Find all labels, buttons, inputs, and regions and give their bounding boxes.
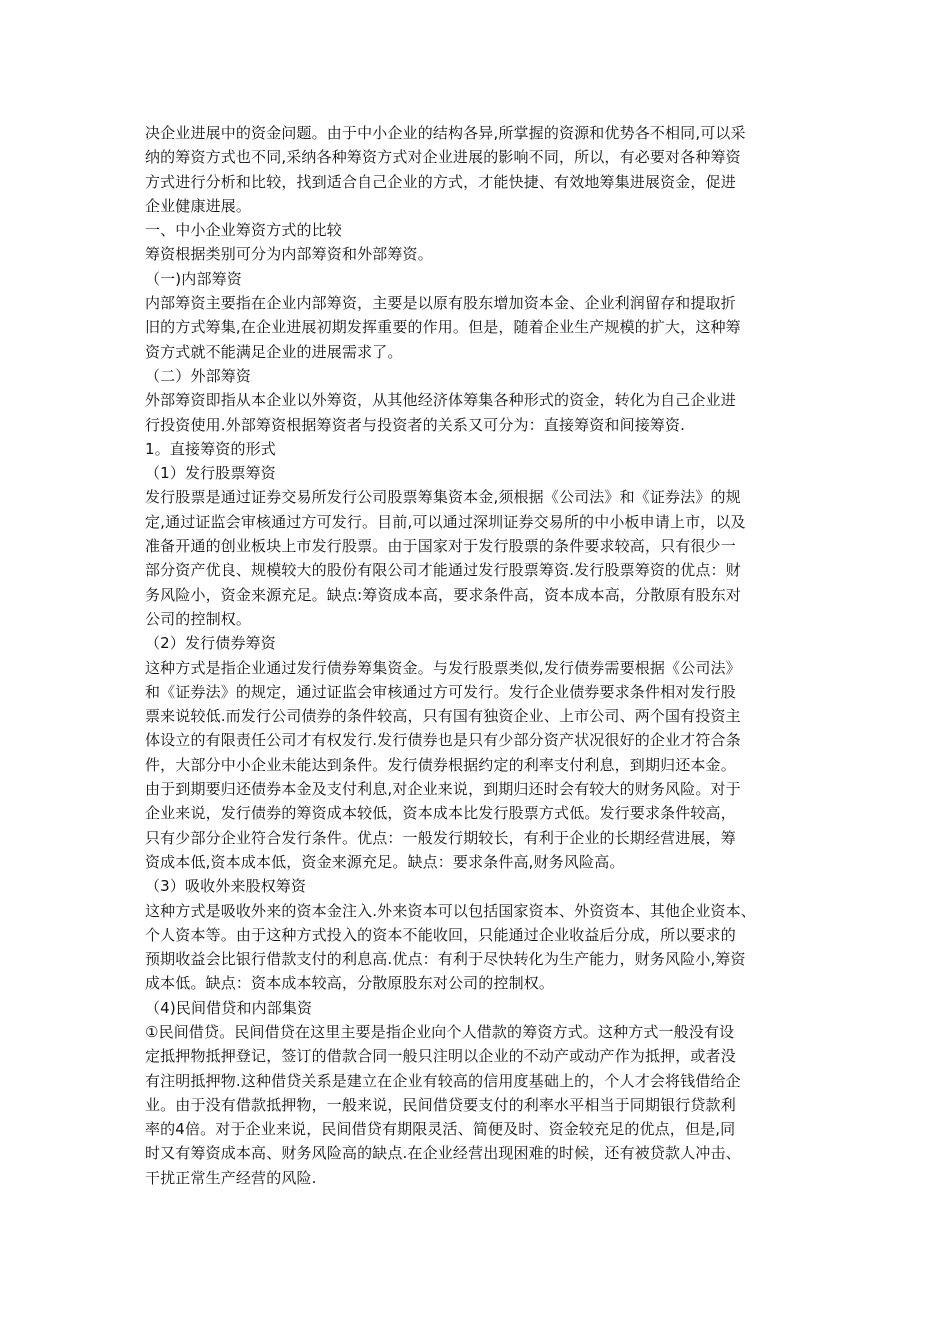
text-line: 由于到期要归还债券本金及支付利息,对企业来说，到期归还时会有较大的财务风险。对于 (145, 780, 741, 799)
text-line: 个人资本等。由于这种方式投入的资本不能收回，只能通过企业收益后分成，所以要求的 (145, 925, 736, 944)
document-body (145, 121, 825, 1190)
text-line: ①民间借贷。民间借贷在这里主要是指企业向个人借款的筹资方式。这种方式一般没有设 (145, 1022, 735, 1041)
text-line: 方式进行分析和比较，找到适合自己企业的方式，才能快捷、有效地筹集进展资金，促进 (145, 172, 736, 191)
text-line: 成本低。缺点：资本成本较高，分散原股东对公司的控制权。 (145, 974, 555, 993)
text-line: 行投资使用.外部筹资根据筹资者与投资者的关系又可分为：直接筹资和间接筹资. (145, 415, 686, 434)
text-line: 时又有筹资成本高、财务风险高的缺点.在企业经营出现困难的时候，还有被贷款人冲击、 (145, 1144, 741, 1163)
subsection-heading: （3）吸收外来股权筹资 (145, 877, 307, 896)
subsection-heading: （二）外部筹资 (145, 366, 252, 385)
text-line: 这种方式是吸收外来的资本金注入.外来资本可以包括国家资本、外资资本、其他企业资本、 (145, 901, 756, 920)
subsection-heading: （4)民间借贷和内部集资 (145, 998, 313, 1017)
text-line: 票来说较低.而发行公司债券的条件较高，只有国有独资企业、上市公司、两个国有投资主 (145, 707, 741, 726)
text-line: 业。由于没有借款抵押物，一般来说，民间借贷要支付的利率水平相当于同期银行贷款利 (145, 1095, 736, 1114)
text-line: 资成本低,资本成本低，资金来源充足。缺点：要求条件高,财务风险高。 (145, 852, 625, 871)
text-line: 企业健康进展。 (145, 196, 252, 215)
text-line: 筹资根据类别可分为内部筹资和外部筹资。 (145, 245, 433, 264)
subsection-heading: 1。直接筹资的形式 (145, 439, 276, 458)
text-line: 准备开通的创业板块上市发行股票。由于国家对于发行股票的条件要求较高，只有很少一 (145, 537, 736, 556)
subsection-heading: （1）发行股票筹资 (145, 464, 276, 483)
text-line: 决企业进展中的资金问题。由于中小企业的结构各异,所掌握的资源和优势各不相同,可以采 (145, 124, 746, 142)
text-line: 有注明抵押物.这种借贷关系是建立在企业有较高的信用度基础上的，个人才会将钱借给企 (145, 1071, 741, 1090)
subsection-heading: （2）发行债券筹资 (145, 634, 276, 653)
text-line: 外部筹资即指从本企业以外筹资，从其他经济体筹集各种形式的资金，转化为自己企业进 (145, 391, 736, 410)
text-line: 部分资产优良、规模较大的股份有限公司才能通过发行股票筹资.发行股票筹资的优点：财 (145, 561, 741, 580)
text-line: 和《证券法》的规定，通过证监会审核通过方可发行。发行企业债券要求条件相对发行股 (145, 682, 736, 701)
text-line: 纳的筹资方式也不同,采纳各种筹资方式对企业进展的影响不同，所以，有必要对各种筹资 (145, 148, 741, 167)
text-line: 定抵押物抵押登记，签订的借款合同一般只注明以企业的不动产或动产作为抵押，或者没 (145, 1047, 736, 1066)
text-line: 公司的控制权。 (145, 609, 252, 628)
text-line: 率的4倍。对于企业来说，民间借贷有期限灵活、简便及时、资金较充足的优点，但是,同 (145, 1120, 736, 1139)
subsection-heading: （一)内部筹资 (145, 269, 242, 288)
text-line: 定,通过证监会审核通过方可发行。目前,可以通过深圳证券交易所的中小板申请上市，以及 (145, 512, 746, 531)
section-heading: 一、中小企业筹资方式的比较 (145, 221, 342, 240)
text-line: 这种方式是指企业通过发行债券筹集资金。与发行股票类似,发行债券需要根据《公司法》 (145, 658, 741, 677)
text-line: 体设立的有限责任公司才有权发行.发行债券也是只有少部分资产状况很好的企业才符合条 (145, 731, 741, 750)
text-line: 发行股票是通过证券交易所发行公司股票筹集资本金,须根据《公司法》和《证券法》的规 (145, 488, 741, 507)
text-line: 企业来说，发行债券的筹资成本较低，资本成本比发行股票方式低。发行要求条件较高， (145, 804, 736, 823)
text-line: 资方式就不能满足企业的进展需求了。 (145, 342, 403, 361)
text-line: 务风险小，资金来源充足。缺点:筹资成本高，要求条件高，资本成本高，分散原有股东对 (145, 585, 742, 604)
text-line: 干扰正常生产经营的风险. (145, 1168, 317, 1187)
text-line: 只有少部分企业符合发行条件。优点：一般发行期较长，有利于企业的长期经营进展，筹 (145, 828, 736, 847)
text-line: 预期收益会比银行借款支付的利息高.优点：有利于尽快转化为生产能力，财务风险小,筹资 (145, 950, 746, 969)
text-line: 件，大部分中小企业未能达到条件。发行债券根据约定的利率支付利息，到期归还本金。 (145, 755, 736, 774)
text-line: 内部筹资主要指在企业内部筹资，主要是以原有股东增加资本金、企业利润留存和提取折 (145, 294, 736, 313)
text-line: 旧的方式筹集,在企业进展初期发挥重要的作用。但是，随着企业生产规模的扩大，这种筹 (145, 318, 741, 337)
